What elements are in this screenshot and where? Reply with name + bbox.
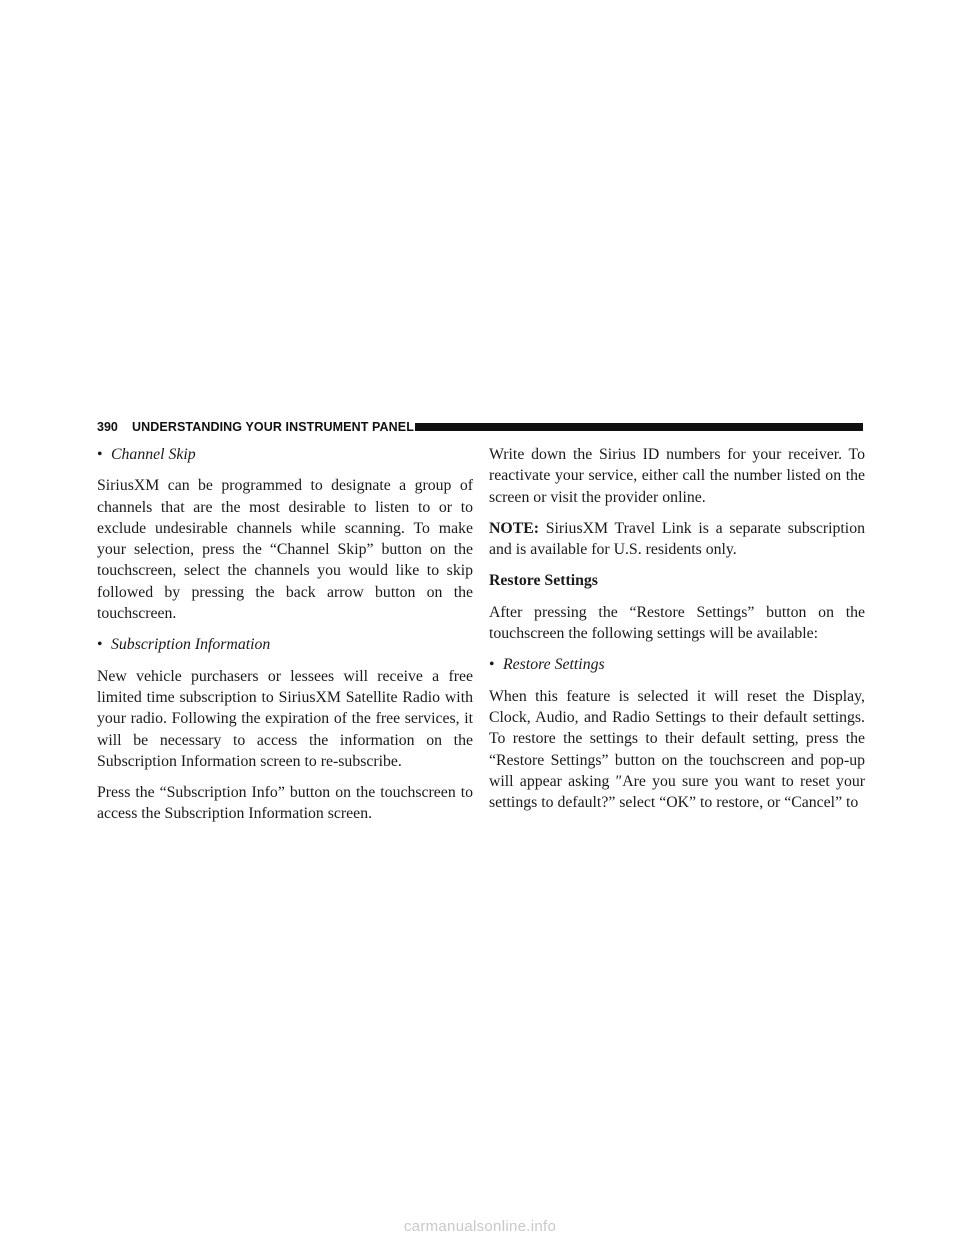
- bullet-label: Subscription Information: [111, 636, 271, 654]
- bullet-label: Channel Skip: [111, 446, 196, 463]
- note-text: SiriusXM Travel Link is a separate subscription and is available for U.S. residents only.: [489, 519, 865, 559]
- page-header: [97, 420, 863, 435]
- paragraph-channel-skip: SiriusXM can be programmed to designate a group of channels that are the most desirable to listen to or to exclude undesirable channels while scanning. To make your selection, press the “Channel Skip” button on the touchscreen, select the channels you would like to skip followed by pressing the back arrow button on the touchscreen.: [97, 477, 473, 623]
- header-rule: [415, 423, 863, 431]
- bullet-label: Restore Settings: [503, 656, 605, 674]
- subheading-restore-settings: Restore Settings: [489, 572, 598, 590]
- bullet-marker: •: [97, 446, 103, 463]
- bullet-channel-skip: [97, 444, 473, 465]
- watermark: carmanualsonline.info: [403, 1218, 557, 1235]
- left-column: [97, 444, 473, 835]
- section-title: UNDERSTANDING YOUR INSTRUMENT PANEL: [132, 420, 414, 434]
- note-label: NOTE:: [489, 519, 540, 537]
- paragraph-restore-intro: After pressing the “Restore Settings” button on the touchscreen the following settings will be available:: [489, 603, 865, 643]
- note-paragraph: [489, 518, 865, 561]
- bullet-marker: •: [489, 656, 495, 674]
- page-number: 390: [97, 420, 118, 434]
- paragraph-restore-details: When this feature is selected it will reset the Display, Clock, Audio, and Radio Settings to their default settings. To restore the settings to their default setting, press the “Restore Settings” button on the touchscreen and pop-up will appear asking ″Are you sure you want to reset your settings to default?” select “OK” to restore, or “Cancel” to: [489, 687, 865, 812]
- bullet-restore-settings: [489, 654, 865, 675]
- bullet-marker: •: [97, 636, 103, 654]
- right-column: [489, 444, 865, 823]
- paragraph-subscription-info: New vehicle purchasers or lessees will receive a free limited time subscription to SiriusXM Satellite Radio with your radio. Following the expiration of the free services, it will be necessary to access the information on the Subscription Information screen to re-subscribe.: [97, 667, 473, 770]
- paragraph-subscription-button: Press the “Subscription Info” button on the touchscreen to access the Subscription Information screen.: [97, 784, 473, 823]
- bullet-subscription-information: [97, 634, 473, 655]
- paragraph-sirius-id: Write down the Sirius ID numbers for your receiver. To reactivate your service, either call the number listed on the screen or visit the provider online.: [489, 446, 865, 506]
